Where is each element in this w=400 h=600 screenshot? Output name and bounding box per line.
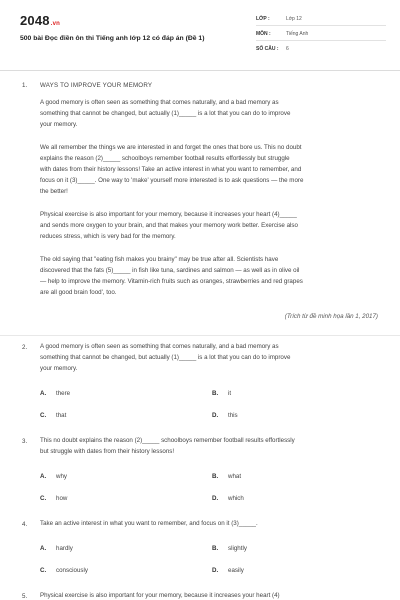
- text-line: A good memory is often seen as something that comes naturally, and a bad memory as: [40, 343, 279, 350]
- option-letter: A.: [40, 545, 47, 552]
- option-letter: C.: [40, 495, 47, 502]
- option-text: there: [56, 390, 71, 397]
- option-text: this: [228, 412, 238, 419]
- text-line: the better!: [40, 188, 68, 195]
- question-number: 1.: [22, 82, 28, 89]
- logo-text: 2048: [20, 13, 50, 28]
- meta-class: [256, 16, 302, 22]
- meta-key: MÔN :: [256, 31, 271, 37]
- question-4-option-a[interactable]: [40, 545, 73, 552]
- question-3-option-c[interactable]: [40, 495, 67, 502]
- text-line: your memory.: [40, 121, 78, 128]
- text-line: This no doubt explains the reason (2)_____ schoolboys remember football results effortlessly: [40, 437, 295, 444]
- logo-suffix: .vn: [50, 21, 61, 27]
- question-number: 3.: [22, 438, 28, 445]
- question-3-text: [40, 435, 385, 457]
- text-line: The old saying that "eating fish makes you brainy" may be true after all. Scientists have: [40, 256, 279, 263]
- question-3-option-d[interactable]: [212, 495, 244, 502]
- option-text: hardly: [56, 545, 73, 552]
- option-text: that: [56, 412, 67, 419]
- text-line: but struggle with dates from their history lessons!: [40, 448, 175, 455]
- text-line: discovered that the fats (5)_____ in fish like tuna, sardines and salmon — as well as in olive oil: [40, 267, 300, 274]
- text-line: — help to improve the memory. Vitamin-rich fruits such as oranges, strawberries and red grapes: [40, 278, 303, 285]
- question-2-text: [40, 341, 385, 374]
- question-3-option-b[interactable]: [212, 473, 241, 480]
- header-divider: [0, 70, 400, 71]
- text-line: something that cannot be changed, but actually (1)_____ is a lot that you can do to improve: [40, 354, 291, 361]
- meta-value: Lớp 12: [286, 16, 302, 22]
- option-text: consciously: [56, 567, 88, 574]
- option-letter: A.: [40, 473, 47, 480]
- option-text: slightly: [228, 545, 247, 552]
- passage-paragraph-1: [40, 97, 385, 130]
- text-line: something that cannot be changed, but actually (1)_____ is a lot that you can do to improve: [40, 110, 291, 117]
- text-line: with dates from their history lessons! Take an active interest in what you want to remember, and: [40, 166, 302, 173]
- site-logo[interactable]: [20, 13, 60, 28]
- meta-key: LỚP :: [256, 16, 270, 22]
- text-line: Physical exercise is also important for your memory, because it increases your heart (4): [40, 592, 280, 599]
- question-2-option-d[interactable]: [212, 412, 238, 419]
- meta-key: SỐ CÂU :: [256, 46, 279, 52]
- option-letter: D.: [212, 567, 219, 574]
- passage-source: (Trích từ đề minh họa lần 1, 2017): [284, 313, 378, 320]
- option-text: how: [56, 495, 68, 502]
- text-line: and sends more oxygen to your brain, and that makes your memory work better. Exercise also: [40, 222, 298, 229]
- passage-paragraph-2: [40, 142, 385, 197]
- section-divider: [0, 335, 400, 336]
- meta-subject: [256, 31, 308, 37]
- passage-paragraph-4: [40, 254, 385, 298]
- option-letter: A.: [40, 390, 47, 397]
- question-number: 4.: [22, 521, 28, 528]
- text-line: explains the reason (2)_____ schoolboys remember football results effortlessly but struggle: [40, 155, 290, 162]
- option-text: why: [56, 473, 68, 480]
- option-letter: C.: [40, 567, 47, 574]
- option-text: which: [228, 495, 244, 502]
- option-letter: D.: [212, 495, 219, 502]
- option-letter: B.: [212, 545, 219, 552]
- option-text: it: [228, 390, 232, 397]
- question-3-option-a[interactable]: [40, 473, 67, 480]
- text-line: Take an active interest in what you want to remember, and focus on it (3)_____.: [40, 520, 258, 527]
- document-header: [0, 0, 400, 68]
- document-title: 500 bài Đọc điền ôn thi Tiếng anh lớp 12 có đáp án (Đề 1): [20, 35, 205, 42]
- question-number: 5.: [22, 593, 28, 600]
- text-line: A good memory is often seen as something that comes naturally, and a bad memory as: [40, 99, 279, 106]
- text-line: We all remember the things we are interested in and forget the ones that bore us. This no doubt: [40, 144, 302, 151]
- passage-paragraph-3: [40, 209, 385, 242]
- meta-divider: [256, 40, 386, 41]
- meta-value: 6: [286, 46, 289, 52]
- option-letter: B.: [212, 390, 219, 397]
- question-number: 2.: [22, 344, 28, 351]
- option-letter: D.: [212, 412, 219, 419]
- question-4-option-b[interactable]: [212, 545, 247, 552]
- option-letter: C.: [40, 412, 47, 419]
- question-2-option-a[interactable]: [40, 390, 70, 397]
- question-2-option-c[interactable]: [40, 412, 66, 419]
- meta-divider: [256, 25, 386, 26]
- text-line: are all good brain food', too.: [40, 289, 117, 296]
- meta-value: Tiếng Anh: [286, 31, 309, 37]
- meta-question-count: [256, 46, 289, 52]
- option-text: easily: [228, 567, 244, 574]
- question-2-option-b[interactable]: [212, 390, 231, 397]
- question-4-option-d[interactable]: [212, 567, 244, 574]
- option-text: what: [228, 473, 242, 480]
- text-line: your memory.: [40, 365, 78, 372]
- text-line: focus on it (3)_____. One way to 'make' yourself more interested is to ask questions — the more: [40, 177, 304, 184]
- question-4-option-c[interactable]: [40, 567, 88, 574]
- option-letter: B.: [212, 473, 219, 480]
- question-4-text: [40, 518, 385, 529]
- question-5-text: [40, 590, 385, 600]
- passage-title: WAYS TO IMPROVE YOUR MEMORY: [40, 82, 153, 89]
- text-line: reduces stress, which is very bad for the memory.: [40, 233, 176, 240]
- text-line: Physical exercise is also important for your memory, because it increases your heart (4)_____: [40, 211, 297, 218]
